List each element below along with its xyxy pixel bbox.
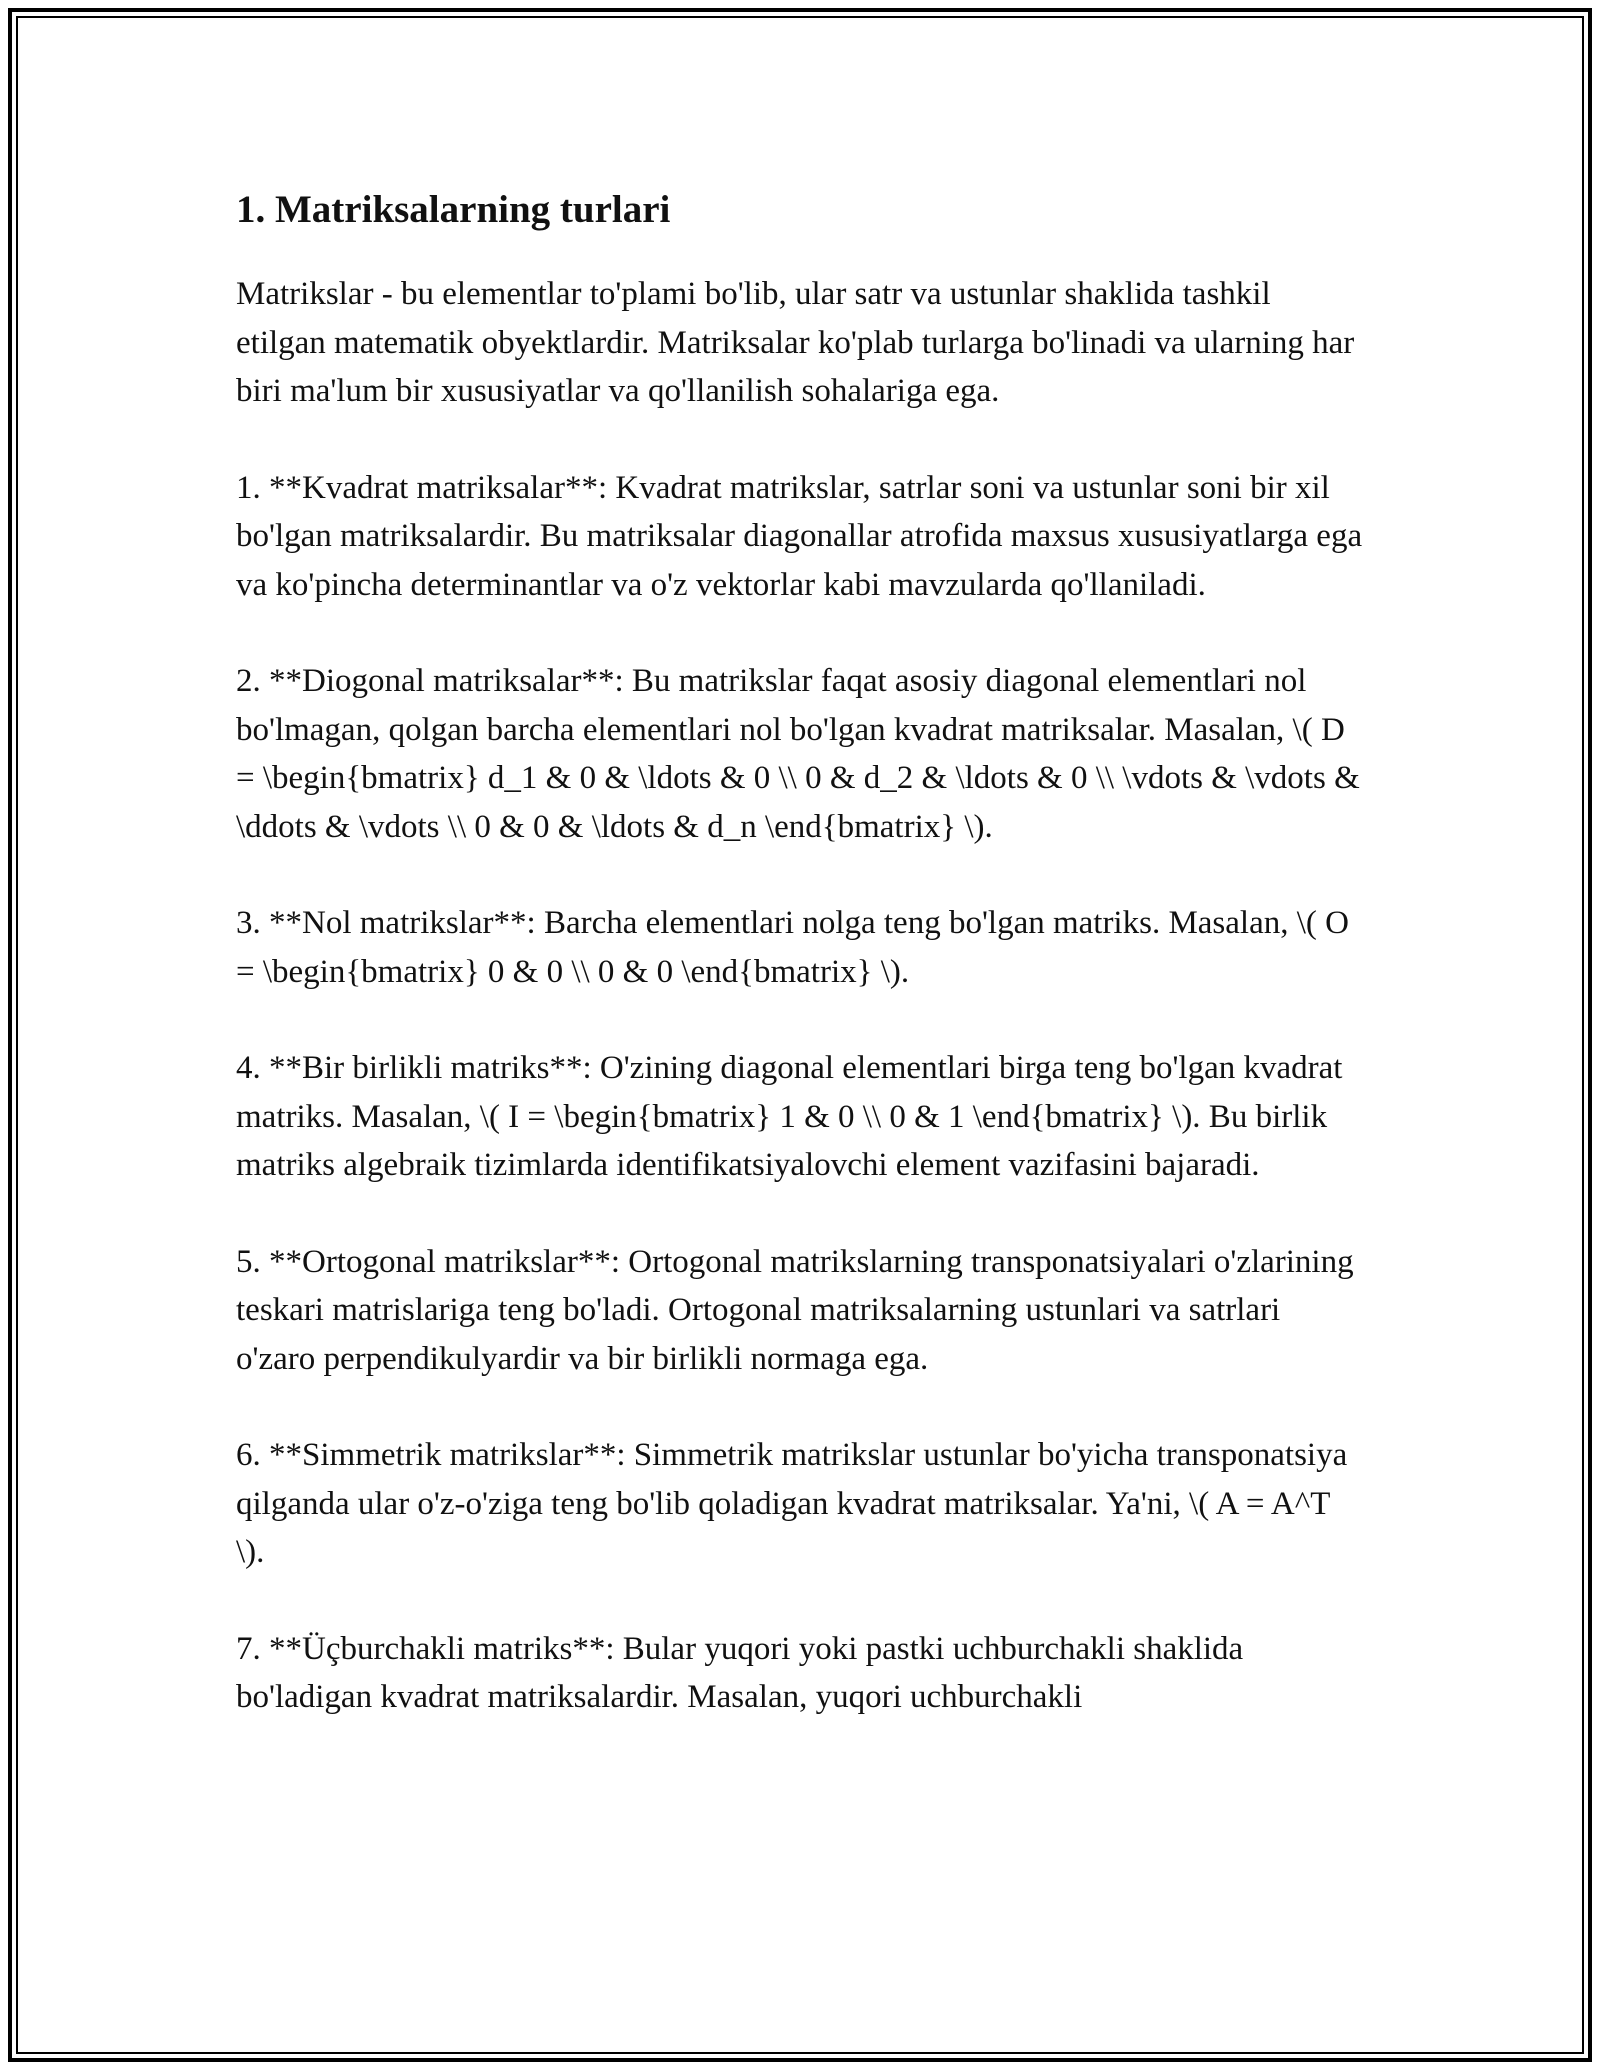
paragraph-triangular-matrix: 7. **Üçburchakli matriks**: Bular yuqori yoki pastki uchburchakli shaklida bo'ladigan kvadrat matriksalardir. Masalan, yuqori uchburchakli	[236, 1630, 1244, 1715]
paragraph-zero-matrices: 3. **Nol matrikslar**: Barcha elementlari nolga teng bo'lgan matriks. Masalan, \( O = \begin{bmatrix} 0 & 0 \\ 0 & 0 \end{bmatrix} \).	[236, 905, 1349, 990]
section-heading: 1. Matriksalarning turlari	[236, 188, 671, 231]
intro-paragraph: Matrikslar - bu elementlar to'plami bo'lib, ular satr va ustunlar shaklida tashkil etilgan matematik obyektlardir. Matriksalar ko'plab turlarga bo'linadi va ularning har biri ma'lum bir xususiyatlar va qo'llanilish sohalariga ega.	[236, 276, 1355, 409]
paragraph-square-matrices: 1. **Kvadrat matriksalar**: Kvadrat matrikslar, satrlar soni va ustunlar soni bir xil bo'lgan matriksalardir. Bu matriksalar diagonallar atrofida maxsus xususiyatlarga ega va ko'pincha determinantlar va o'z vektorlar kabi mavzularda qo'llaniladi.	[236, 469, 1363, 603]
document-body	[236, 186, 1366, 1770]
paragraph-diagonal-matrices: 2. **Diogonal matriksalar**: Bu matrikslar faqat asosiy diagonal elementlari nol bo'lmagan, qolgan barcha elementlari nol bo'lgan kvadrat matriksalar. Masalan, \( D = \begin{bmatrix} d_1 & 0 & \ldots & 0 \\ 0 & d_2 & \ldots & 0 \\ \vdots & \vdots & \ddots & \vdots \\ 0 & 0 & \ldots & d_n \end{bmatrix} \).	[236, 663, 1360, 845]
paragraph-orthogonal-matrices: 5. **Ortogonal matrikslar**: Ortogonal matrikslarning transponatsiyalari o'zlarining teskari matrislariga teng bo'ladi. Ortogonal matriksalarning ustunlari va satrlari o'zaro perpendikulyardir va bir birlikli normaga ega.	[236, 1243, 1354, 1377]
paragraph-symmetric-matrices: 6. **Simmetrik matrikslar**: Simmetrik matrikslar ustunlar bo'yicha transponatsiya qilganda ular o'z-o'ziga teng bo'lib qoladigan kvadrat matriksalar. Ya'ni, \( A = A^T \).	[236, 1437, 1348, 1570]
paragraph-identity-matrix: 4. **Bir birlikli matriks**: O'zining diagonal elementlari birga teng bo'lgan kvadrat matriks. Masalan, \( I = \begin{bmatrix} 1 & 0 \\ 0 & 1 \end{bmatrix} \). Bu birlik matriks algebraik tizimlarda identifikatsiyalovchi element vazifasini bajaradi.	[236, 1050, 1343, 1183]
